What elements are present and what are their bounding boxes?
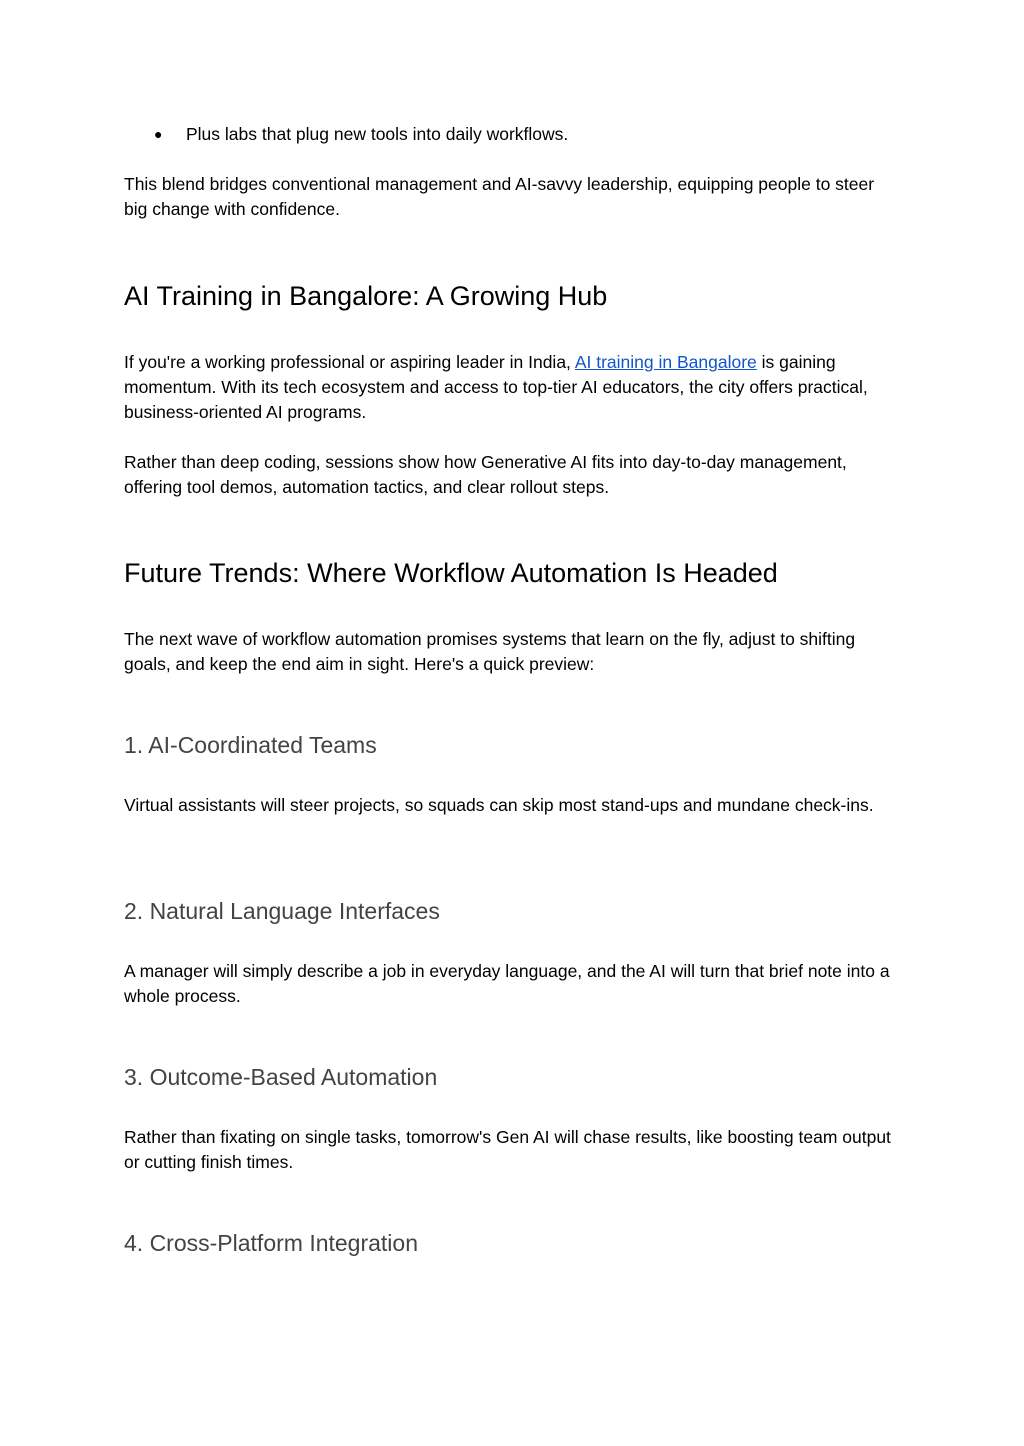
intro-paragraph: This blend bridges conventional management and AI-savvy leadership, equipping people to steer big change with confidence. — [124, 174, 875, 219]
bangalore-paragraph-2: Rather than deep coding, sessions show how Generative AI fits into day-to-day management, offering tool demos, automation tactics, and clear rollout steps. — [124, 452, 847, 497]
trend-heading-3: 3. Outcome-Based Automation — [124, 1064, 438, 1090]
ai-training-bangalore-link[interactable]: AI training in Bangalore — [574, 352, 757, 372]
bangalore-paragraph-1 — [124, 350, 900, 425]
trends-intro: The next wave of workflow automation promises systems that learn on the fly, adjust to shifting goals, and keep the end aim in sight. Here's a quick preview: — [124, 629, 856, 674]
trend-heading-4: 4. Cross-Platform Integration — [124, 1230, 419, 1256]
bangalore-heading: AI Training in Bangalore: A Growing Hub — [124, 281, 608, 311]
trend-heading-1: 1. AI-Coordinated Teams — [124, 732, 377, 758]
trend-text-2: A manager will simply describe a job in everyday language, and the AI will turn that brief note into a whole process. — [124, 961, 890, 1006]
trends-heading: Future Trends: Where Workflow Automation Is Headed — [124, 558, 778, 588]
trend-heading-2: 2. Natural Language Interfaces — [124, 898, 440, 924]
bangalore-p1-before: If you're a working professional or aspiring leader in India, — [124, 352, 575, 372]
bangalore-p1-after: is gaining momentum. With its tech ecosystem and access to top-tier AI educators, the city offers practical, business-oriented AI programs. — [124, 352, 868, 422]
bullet-icon: ● — [154, 126, 163, 142]
bullet-text: Plus labs that plug new tools into daily workflows. — [186, 124, 569, 144]
trend-text-1: Virtual assistants will steer projects, so squads can skip most stand-ups and mundane check-ins. — [124, 795, 874, 815]
trend-text-3: Rather than fixating on single tasks, tomorrow's Gen AI will chase results, like boosting team output or cutting finish times. — [124, 1127, 891, 1172]
